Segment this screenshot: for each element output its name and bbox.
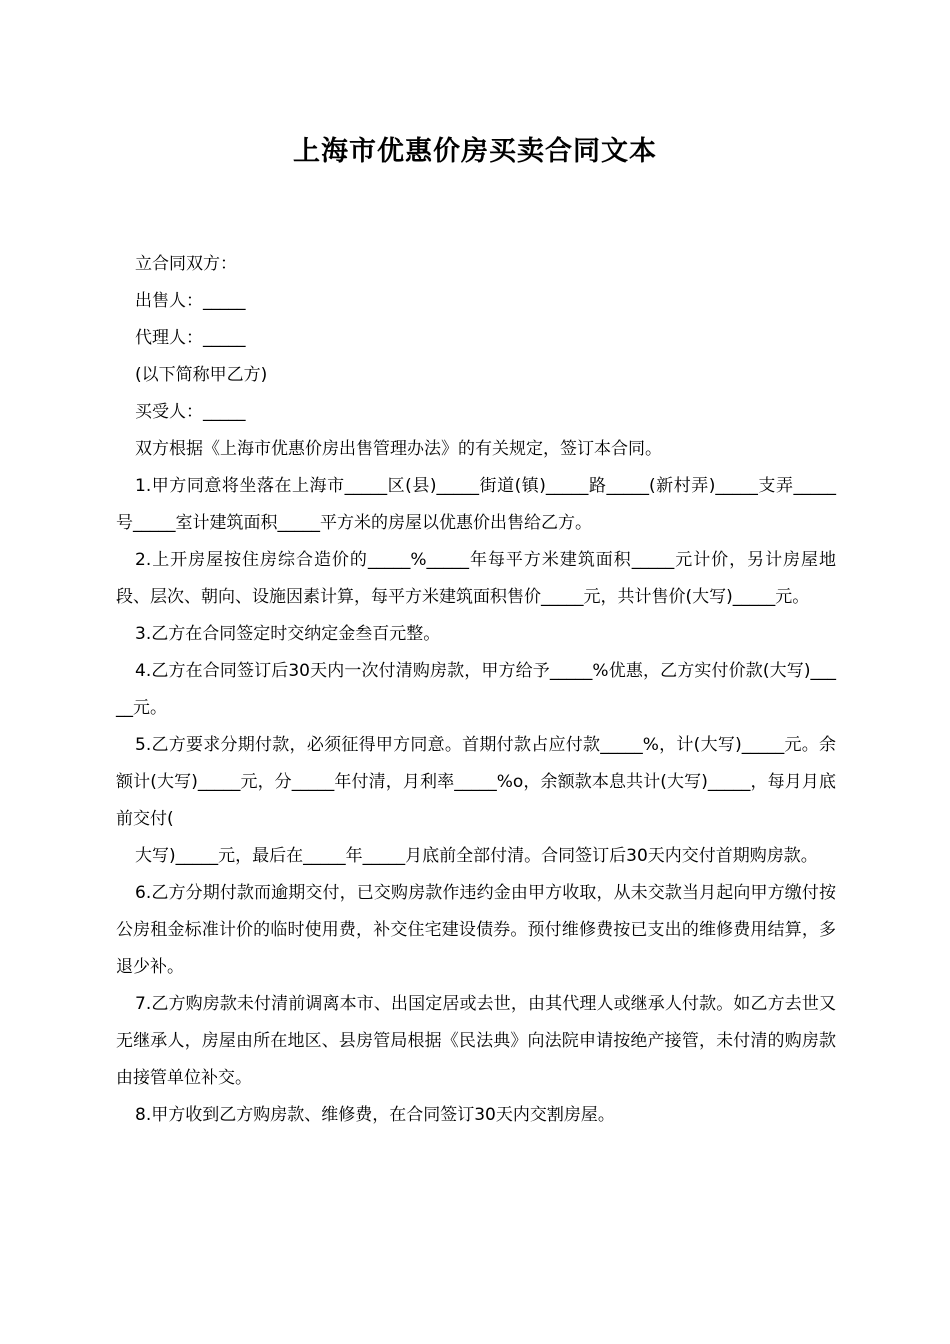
paragraph-basis: 双方根据《上海市优惠价房出售管理办法》的有关规定，签订本合同。 [135, 439, 662, 459]
paragraph-parties-heading: 立合同双方： [135, 254, 237, 274]
paragraph-agent: 代理人：_____ [135, 328, 246, 348]
clause-3: 3.乙方在合同签定时交纳定金叁百元整。 [135, 624, 441, 644]
clause-6: 6.乙方分期付款而逾期交付，已交购房款作违约金由甲方收取，从未交款当月起向甲方缴付按公房租金标准计价的临时使用费，补交住宅建设债券。预付维修费按已支出的维修费用结算，多退少补。 [116, 883, 836, 977]
paragraph-abbreviation: (以下简称甲乙方) [135, 365, 268, 385]
paragraph-seller: 出售人：_____ [135, 291, 246, 311]
clause-7: 7.乙方购房款未付清前调离本市、出国定居或去世，由其代理人或继承人付款。如乙方去世又无继承人，房屋由所在地区、县房管局根据《民法典》向法院申请按绝产接管，未付清的购房款由接管单位补交。 [116, 994, 836, 1088]
paragraph-buyer: 买受人：_____ [135, 402, 246, 422]
clause-8: 8.甲方收到乙方购房款、维修费，在合同签订30天内交割房屋。 [135, 1105, 615, 1125]
clause-2: 2.上开房屋按住房综合造价的_____%_____年每平方米建筑面积_____元计价，另计房屋地段、层次、朝向、设施因素计算，每平方米建筑面积售价_____元，共计售价(大写)_____元。 [116, 550, 836, 607]
clause-5: 5.乙方要求分期付款，必须征得甲方同意。首期付款占应付款_____%，计(大写)_____元。余额计(大写)_____元，分_____年付清，月利率_____%o，余额款本息共计(大写)_____，每月月底前交付( [116, 735, 836, 829]
clause-5-continued: 大写)_____元，最后在_____年_____月底前全部付清。合同签订后30天内交付首期购房款。 [135, 846, 818, 866]
clause-1: 1.甲方同意将坐落在上海市_____区(县)_____街道(镇)_____路_____(新村弄)_____支弄_____号_____室计建筑面积_____平方米的房屋以优惠价出售给乙方。 [116, 476, 836, 533]
document-title: 上海市优惠价房买卖合同文本 [293, 136, 657, 167]
document-body [116, 246, 836, 1134]
clause-4: 4.乙方在合同签订后30天内一次付清购房款，甲方给予_____%优惠，乙方实付价款(大写)_____元。 [116, 661, 836, 718]
